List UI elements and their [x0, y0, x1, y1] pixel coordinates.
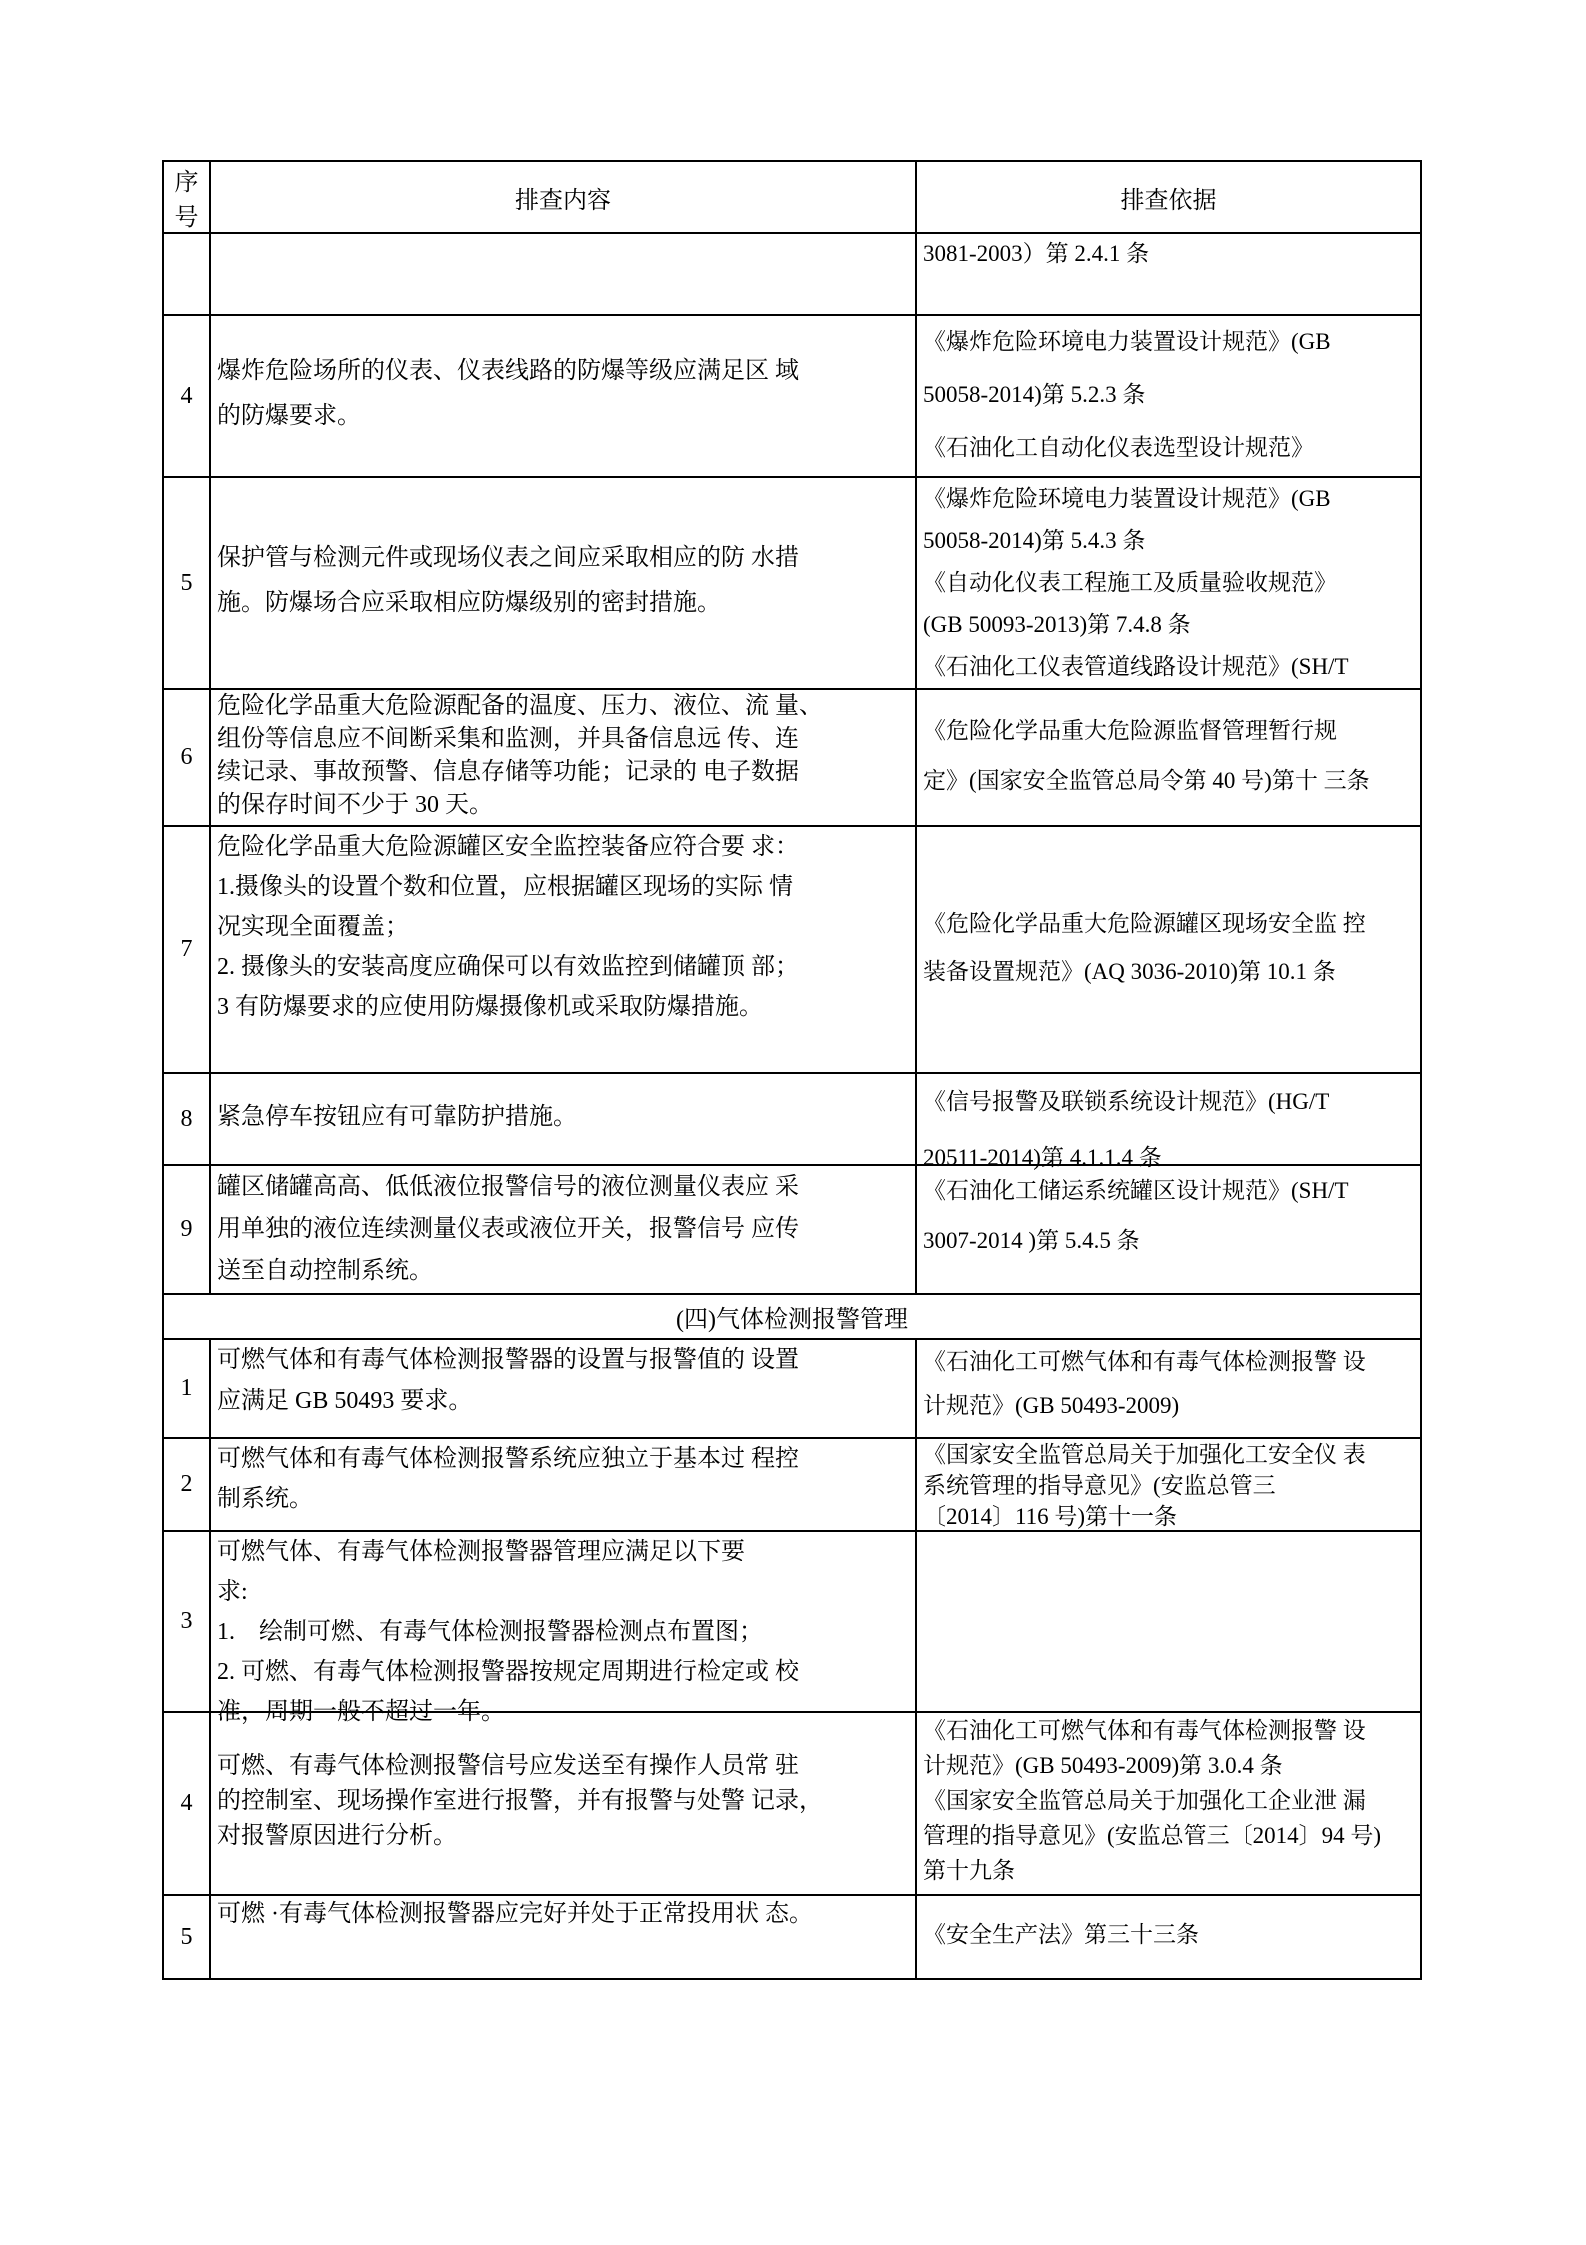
cell-line: 可燃气体和有毒气体检测报警器的设置与报警值的 设置 — [217, 1347, 799, 1373]
inspection-basis-cell — [916, 315, 1421, 477]
table-row — [163, 826, 1421, 1073]
inspection-content-cell — [210, 1531, 916, 1725]
cell-line: 3007-2014 )第 5.4.5 条 — [923, 1228, 1140, 1253]
row-number: 1 — [163, 1339, 210, 1438]
header-num: 序号 — [163, 161, 210, 233]
cell-line: 应满足 GB 50493 要求。 — [217, 1388, 473, 1414]
table-row — [163, 1712, 1421, 1895]
cell-line: 计规范》(GB 50493-2009) — [923, 1393, 1180, 1418]
cell-line: 《爆炸危险环境电力装置设计规范》(GB — [923, 328, 1331, 354]
table-row — [163, 1165, 1421, 1294]
cell-line: 制系统。 — [217, 1486, 313, 1512]
cell-line: 可燃 ·有毒气体检测报警器应完好并处于正常投用状 态。 — [217, 1901, 813, 1927]
cell-line: 况实现全面覆盖； — [217, 914, 409, 940]
table-row — [163, 1339, 1421, 1438]
table-row — [163, 689, 1421, 826]
cell-line: 可燃气体和有毒气体检测报警系统应独立于基本过 程控 — [217, 1446, 799, 1472]
row-number: 4 — [163, 315, 210, 477]
header-content: 排查内容 — [210, 161, 916, 233]
inspection-basis-cell — [916, 1895, 1421, 1979]
table-row — [163, 1531, 1421, 1712]
cell-line: 的防爆要求。 — [217, 403, 361, 429]
table-row — [163, 1073, 1421, 1165]
inspection-content-cell — [210, 233, 916, 315]
cell-line: 《爆炸危险环境电力装置设计规范》(GB — [923, 486, 1331, 511]
cell-line: (GB 50093-2013)第 7.4.8 条 — [923, 612, 1191, 637]
inspection-basis-cell — [916, 1712, 1421, 1895]
cell-line: 定》(国家安全监管总局令第 40 号)第十 三条 — [923, 767, 1370, 793]
cell-line: 的控制室、现场操作室进行报警，并有报警与处警 记录， — [217, 1788, 823, 1814]
cell-line: 20511-2014)第 4.1.1.4 条 — [923, 1145, 1162, 1170]
cell-line: 爆炸危险场所的仪表、仪表线路的防爆等级应满足区 域 — [217, 358, 799, 384]
row-number: 4 — [163, 1712, 210, 1895]
cell-line: 1. 绘制可燃、有毒气体检测报警器检测点布置图； — [217, 1619, 763, 1645]
inspection-content-cell — [210, 1165, 916, 1294]
header-basis: 排查依据 — [916, 161, 1421, 233]
cell-line: 《国家安全监管总局关于加强化工安全仪 表 — [923, 1442, 1366, 1467]
cell-line: 《危险化学品重大危险源监督管理暂行规 — [923, 717, 1337, 743]
cell-line: 《危险化学品重大危险源罐区现场安全监 控 — [923, 910, 1366, 936]
cell-line: 《石油化工仪表管道线路设计规范》(SH/T — [923, 654, 1349, 679]
inspection-basis-cell — [916, 826, 1421, 1073]
inspection-content-cell — [210, 1438, 916, 1531]
cell-line: 用单独的液位连续测量仪表或液位开关，报警信号 应传 — [217, 1216, 799, 1242]
cell-line: 装备设置规范》(AQ 3036-2010)第 10.1 条 — [923, 958, 1336, 984]
cell-line: 3081-2003）第 2.4.1 条 — [923, 241, 1150, 266]
inspection-content-cell — [210, 477, 916, 689]
inspection-basis-cell — [916, 477, 1421, 689]
cell-line: 可燃气体、有毒气体检测报警器管理应满足以下要 — [217, 1539, 745, 1565]
cell-line: 求: — [217, 1579, 248, 1605]
table-row — [163, 315, 1421, 477]
cell-line: 保护管与检测元件或现场仪表之间应采取相应的防 水措 — [217, 545, 799, 571]
inspection-table — [162, 160, 1422, 1980]
inspection-basis-cell — [916, 689, 1421, 826]
cell-line: 可燃、有毒气体检测报警信号应发送至有操作人员常 驻 — [217, 1753, 799, 1779]
cell-line: 的保存时间不少于 30 天。 — [217, 792, 493, 818]
cell-line: 《安全生产法》第三十三条 — [923, 1922, 1199, 1947]
cell-line: 《国家安全监管总局关于加强化工企业泄 漏 — [923, 1788, 1366, 1813]
cell-line: 2. 摄像头的安装高度应确保可以有效监控到储罐顶 部； — [217, 954, 799, 980]
row-number: 2 — [163, 1438, 210, 1531]
inspection-basis-cell — [916, 1165, 1421, 1294]
table-row — [163, 1895, 1421, 1979]
inspection-basis-cell — [916, 1073, 1421, 1170]
row-number: 5 — [163, 477, 210, 689]
cell-line: 紧急停车按钮应有可靠防护措施。 — [217, 1104, 577, 1130]
inspection-content-cell — [210, 689, 916, 826]
cell-line: 送至自动控制系统。 — [217, 1258, 433, 1284]
cell-line: 《石油化工可燃气体和有毒气体检测报警 设 — [923, 1349, 1366, 1374]
inspection-basis-cell — [916, 1438, 1421, 1531]
cell-line: 《石油化工自动化仪表选型设计规范》 — [923, 434, 1314, 460]
table-row — [163, 477, 1421, 689]
cell-line: 3 有防爆要求的应使用防爆摄像机或采取防爆措施。 — [217, 994, 763, 1020]
cell-line: 系统管理的指导意见》(安监总管三 — [923, 1473, 1276, 1498]
cell-line: 危险化学品重大危险源罐区安全监控装备应符合要 求： — [217, 834, 799, 860]
section-row — [163, 1294, 1421, 1339]
inspection-content-cell — [210, 826, 916, 1073]
cell-line: 《石油化工可燃气体和有毒气体检测报警 设 — [923, 1718, 1366, 1743]
cell-line: 续记录、事故预警、信息存储等功能；记录的 电子数据 — [217, 759, 799, 785]
cell-line: 2. 可燃、有毒气体检测报警器按规定周期进行检定或 校 — [217, 1659, 799, 1685]
cell-line: 施。防爆场合应采取相应防爆级别的密封措施。 — [217, 590, 721, 616]
cell-line: 管理的指导意见》(安监总管三〔2014〕94 号) — [923, 1823, 1382, 1848]
table-row — [163, 1438, 1421, 1531]
section-label: (四)气体检测报警管理 — [163, 1294, 1421, 1339]
cell-line: 50058-2014)第 5.2.3 条 — [923, 381, 1146, 407]
inspection-content-cell — [210, 1712, 916, 1895]
inspection-basis-cell — [916, 233, 1421, 315]
cell-line: 罐区储罐高高、低低液位报警信号的液位测量仪表应 采 — [217, 1174, 799, 1200]
cell-line: 50058-2014)第 5.4.3 条 — [923, 528, 1146, 553]
row-number: 7 — [163, 826, 210, 1073]
cell-line: 对报警原因进行分析。 — [217, 1823, 457, 1849]
inspection-content-cell — [210, 315, 916, 477]
cell-line: 《信号报警及联锁系统设计规范》(HG/T — [923, 1089, 1330, 1114]
cell-line: 《自动化仪表工程施工及质量验收规范》 — [923, 570, 1337, 595]
cell-line: 1.摄像头的设置个数和位置，应根据罐区现场的实际 情 — [217, 874, 793, 900]
row-number: 8 — [163, 1073, 210, 1165]
cell-line: 〔2014〕116 号)第十一条 — [923, 1504, 1178, 1529]
row-number: 6 — [163, 689, 210, 826]
inspection-content-cell — [210, 1339, 916, 1438]
row-number: 3 — [163, 1531, 210, 1712]
cell-line: 第十九条 — [923, 1858, 1015, 1883]
cell-line: 组份等信息应不间断采集和监测，并具备信息远 传、连 — [217, 726, 799, 752]
cell-line: 计规范》(GB 50493-2009)第 3.0.4 条 — [923, 1753, 1283, 1778]
inspection-basis-cell — [916, 1339, 1421, 1438]
table-header-row — [163, 161, 1421, 233]
cell-line: 《石油化工储运系统罐区设计规范》(SH/T — [923, 1178, 1349, 1203]
cell-line: 准，周期一般不超过一年。 — [217, 1699, 505, 1725]
inspection-content-cell — [210, 1073, 916, 1165]
row-number: 5 — [163, 1895, 210, 1979]
inspection-content-cell — [210, 1895, 916, 1979]
row-number: 9 — [163, 1165, 210, 1294]
inspection-basis-cell — [916, 1531, 1421, 1712]
cell-line: 危险化学品重大危险源配备的温度、压力、液位、流 量、 — [217, 693, 823, 719]
row-number — [163, 233, 210, 315]
table-body — [163, 233, 1421, 1979]
table-row — [163, 233, 1421, 315]
